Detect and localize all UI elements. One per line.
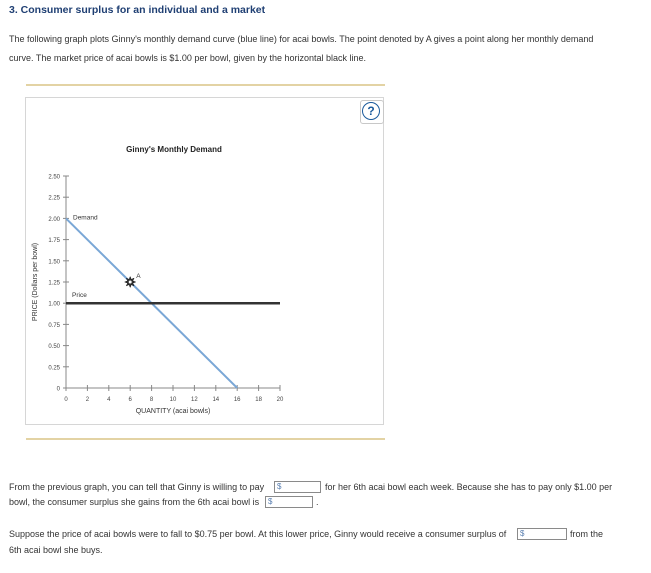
y-tick-label: 1.00 — [48, 301, 60, 308]
top-divider — [26, 84, 385, 86]
x-tick-label: 0 — [64, 397, 68, 403]
series-layer — [66, 218, 280, 388]
chart-title: Ginny's Monthly Demand — [126, 145, 222, 154]
y-axis-label: PRICE (Dollars per bowl) — [32, 242, 39, 322]
x-axis-label: QUANTITY (acai bowls) — [135, 408, 211, 415]
q1-text-3: bowl, the consumer surplus she gains from the 6th acai bowl is — [9, 497, 260, 507]
q1-willing-to-pay-input[interactable]: $ — [274, 481, 321, 493]
q2-text-2: from the — [570, 529, 604, 539]
y-tick-label: 1.75 — [48, 238, 60, 245]
x-tick-label: 14 — [212, 397, 220, 403]
y-tick-label: 0 — [56, 386, 60, 393]
q1-text-2: for her 6th acai bowl each week. Because she has to pay only $1.00 per — [325, 482, 613, 492]
point-a-marker — [125, 277, 136, 288]
demand-chart — [26, 98, 383, 424]
x-tick-label: 6 — [128, 397, 132, 403]
x-tick-label: 18 — [255, 397, 262, 403]
x-tick-label: 4 — [107, 397, 111, 403]
x-tick-label: 8 — [149, 397, 154, 403]
q1-text-1: From the previous graph, you can tell that Ginny is willing to pay — [9, 482, 265, 492]
x-tick-label: 10 — [169, 397, 177, 403]
intro-line-1: The following graph plots Ginny's monthly demand curve (blue line) for acai bowls. The point denoted by A gives a point along her monthly demand — [9, 34, 594, 44]
q2-text-3: 6th acai bowl she buys. — [9, 545, 103, 555]
graph-panel — [25, 97, 384, 425]
point-a-center — [129, 281, 132, 284]
y-tick-label: 2.50 — [48, 174, 60, 181]
y-tick-label: 1.50 — [48, 259, 60, 266]
x-tick-label: 20 — [276, 397, 284, 403]
x-tick-label: 2 — [85, 397, 90, 403]
help-button[interactable]: ? — [362, 102, 380, 120]
y-tick-label: 0.25 — [48, 365, 60, 372]
question-heading: 3. Consumer surplus for an individual and a market — [9, 4, 266, 16]
q1-consumer-surplus-input[interactable]: $ — [265, 496, 313, 508]
price-line-label: Price — [72, 292, 87, 300]
demand-curve-label: Demand — [73, 214, 98, 222]
y-tick-label: 0.50 — [48, 344, 60, 351]
x-tick-label: 16 — [233, 397, 241, 403]
q2-text-1: Suppose the price of acai bowls were to fall to $0.75 per bowl. At this lower price, Ginny would receive a consumer surplus of — [9, 529, 507, 539]
intro-text — [9, 30, 634, 68]
q2-consumer-surplus-input[interactable]: $ — [517, 528, 567, 540]
y-tick-label: 2.25 — [48, 195, 60, 202]
y-tick-label: 2.00 — [48, 216, 60, 223]
x-tick-label: 12 — [191, 397, 198, 403]
q1-text-4: . — [316, 497, 319, 507]
intro-line-2: curve. The market price of acai bowls is $1.00 per bowl, given by the horizontal black line. — [9, 53, 367, 63]
y-tick-label: 1.25 — [48, 280, 60, 287]
y-tick-label: 0.75 — [48, 322, 60, 329]
bottom-divider — [26, 438, 385, 440]
point-a-label: A — [136, 273, 141, 280]
axis-layer — [48, 175, 284, 404]
